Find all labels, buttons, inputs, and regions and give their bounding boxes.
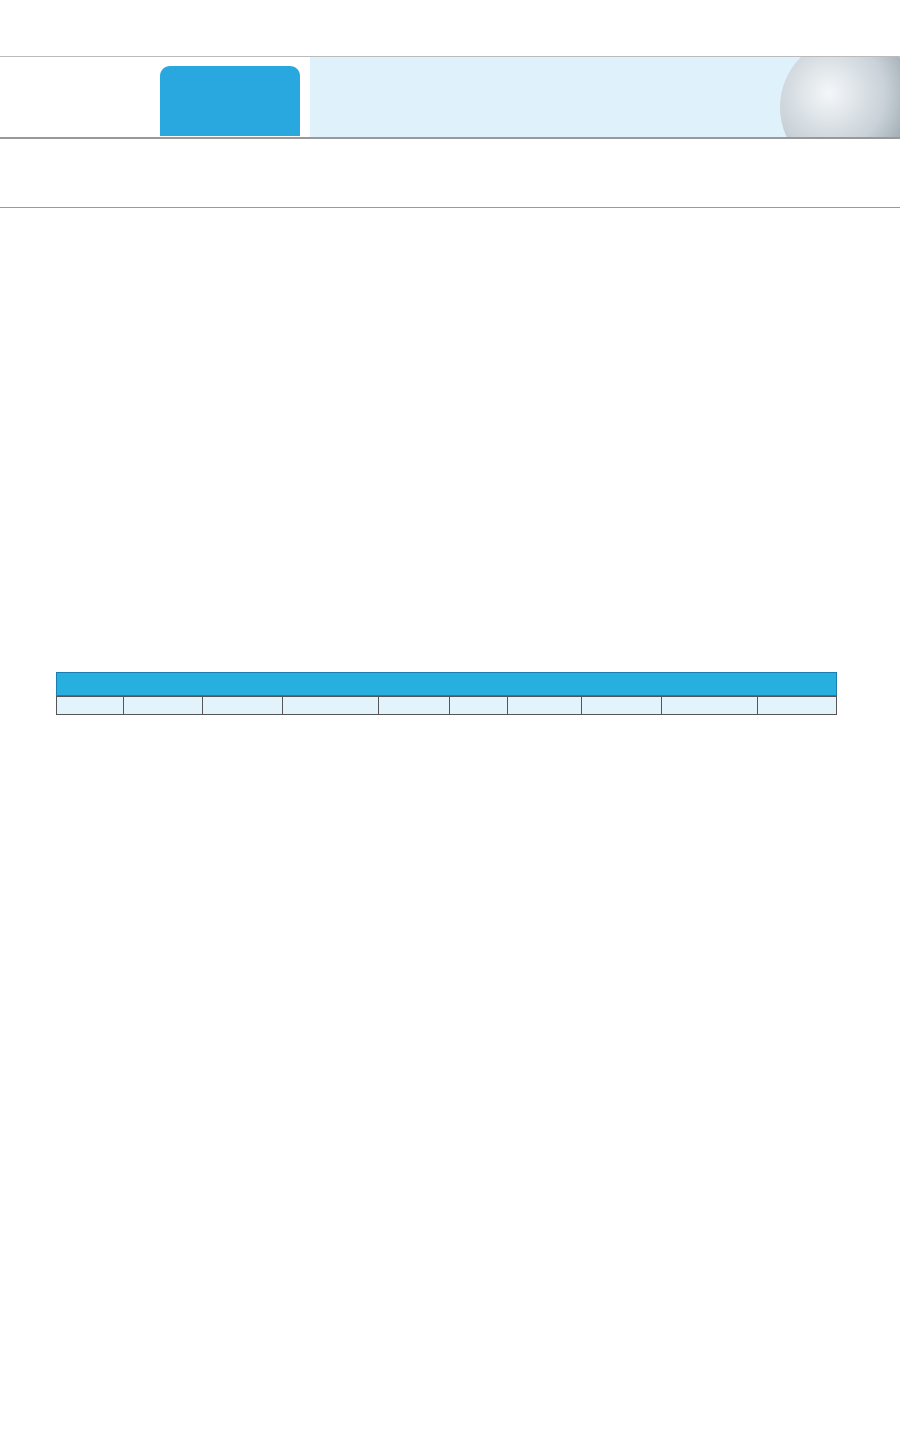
col-header [203, 697, 283, 715]
col-header [379, 697, 450, 715]
col-header [581, 697, 661, 715]
col-header [450, 697, 508, 715]
globe-image [760, 57, 900, 137]
verse-divider [0, 207, 900, 208]
logo-tab [160, 66, 300, 136]
donation-table [56, 696, 837, 715]
table-title [56, 672, 837, 696]
table-header-row [57, 697, 837, 715]
col-header [57, 697, 124, 715]
col-header [507, 697, 581, 715]
col-header [757, 697, 836, 715]
col-header [662, 697, 758, 715]
col-header [283, 697, 379, 715]
col-header [123, 697, 202, 715]
header-divider [0, 137, 900, 139]
